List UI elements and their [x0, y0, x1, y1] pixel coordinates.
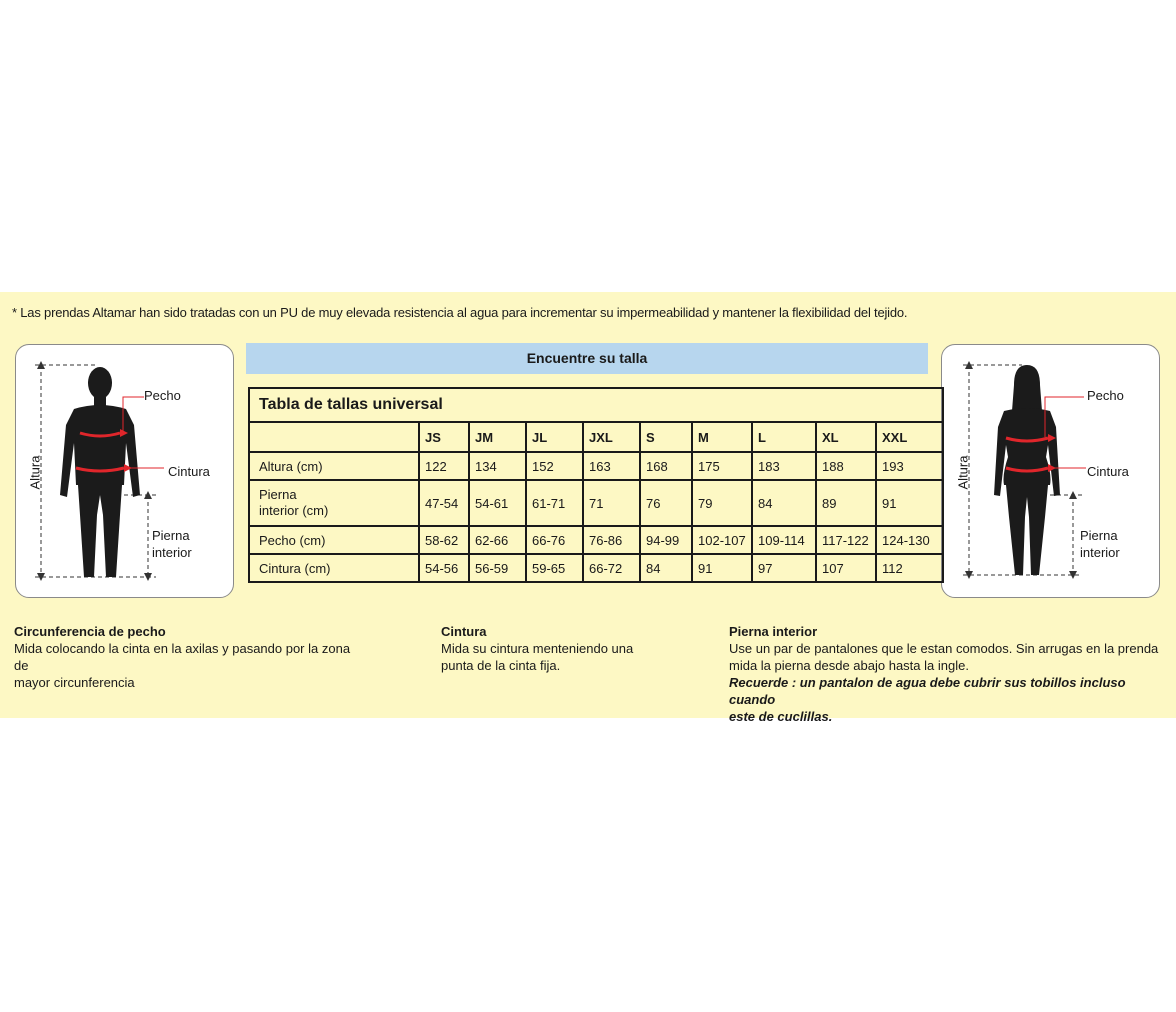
table-cell: 107 [816, 554, 876, 582]
table-cell: 109-114 [752, 526, 816, 554]
chest-description-line: Mida colocando la cinta en la axilas y pasando por la zona de [14, 641, 351, 673]
table-cell: 188 [816, 452, 876, 480]
table-cell: 175 [692, 452, 752, 480]
table-cell: 62-66 [469, 526, 526, 554]
row-label-line: Pierna [259, 487, 297, 502]
female-cintura-label: Cintura [1087, 464, 1129, 479]
size-header: S [640, 422, 692, 452]
size-header: JXL [583, 422, 640, 452]
inseam-description-line: mida la pierna desde abajo hasta la ingle. [729, 658, 969, 673]
female-pecho-label: Pecho [1087, 388, 1124, 403]
table-cell: 163 [583, 452, 640, 480]
table-cell: 61-71 [526, 480, 583, 526]
table-cell: 134 [469, 452, 526, 480]
male-figure-box [15, 344, 234, 598]
table-cell: 84 [640, 554, 692, 582]
row-label: Cintura (cm) [249, 554, 419, 582]
chest-description [14, 623, 364, 691]
male-interior-label: interior [152, 545, 192, 560]
male-pecho-label: Pecho [144, 388, 181, 403]
table-cell: 102-107 [692, 526, 752, 554]
male-cintura-label: Cintura [168, 464, 210, 479]
table-cell: 76-86 [583, 526, 640, 554]
table-header-row [249, 422, 943, 452]
table-row [249, 452, 943, 480]
size-header: M [692, 422, 752, 452]
table-row [249, 526, 943, 554]
table-cell: 66-72 [583, 554, 640, 582]
row-label: Altura (cm) [249, 452, 419, 480]
table-cell: 97 [752, 554, 816, 582]
table-cell: 47-54 [419, 480, 469, 526]
waist-description-line: punta de la cinta fija. [441, 658, 561, 673]
table-row [249, 554, 943, 582]
table-cell: 58-62 [419, 526, 469, 554]
inseam-description-line: Use un par de pantalones que le estan comodos. Sin arrugas en la prenda [729, 641, 1159, 656]
table-row [249, 480, 943, 526]
female-pierna-label: Pierna [1080, 528, 1118, 543]
size-header: JS [419, 422, 469, 452]
female-interior-label: interior [1080, 545, 1120, 560]
table-cell: 79 [692, 480, 752, 526]
table-cell: 76 [640, 480, 692, 526]
waist-description-line: Mida su cintura menteniendo una [441, 641, 634, 656]
table-title: Tabla de tallas universal [249, 388, 943, 422]
table-cell: 168 [640, 452, 692, 480]
table-cell: 124-130 [876, 526, 943, 554]
inseam-reminder: Recuerde : un pantalon de agua debe cubrir sus tobillos incluso cuando [729, 675, 1126, 707]
fabric-note: * Las prendas Altamar han sido tratadas con un PU de muy elevada resistencia al agua para incrementar su impermeabilidad y mantener la flexibilidad del tejido. [12, 305, 908, 320]
table-cell: 66-76 [526, 526, 583, 554]
inseam-description-title: Pierna interior [729, 624, 818, 639]
table-cell: 56-59 [469, 554, 526, 582]
table-cell: 122 [419, 452, 469, 480]
table-cell: 91 [692, 554, 752, 582]
table-cell: 71 [583, 480, 640, 526]
table-cell: 117-122 [816, 526, 876, 554]
table-cell: 152 [526, 452, 583, 480]
table-cell: 94-99 [640, 526, 692, 554]
size-header: JM [469, 422, 526, 452]
chest-description-line: mayor circunferencia [14, 675, 135, 690]
row-label: Pecho (cm) [249, 526, 419, 554]
female-altura-label: Altura [955, 455, 971, 490]
table-cell: 84 [752, 480, 816, 526]
header-empty-cell [249, 422, 419, 452]
waist-description [441, 623, 661, 674]
female-figure-box [941, 344, 1160, 598]
size-header: L [752, 422, 816, 452]
size-header: XL [816, 422, 876, 452]
row-label-line: interior (cm) [259, 503, 329, 518]
inseam-description [729, 623, 1169, 725]
table-cell: 89 [816, 480, 876, 526]
inseam-reminder: este de cuclillas. [729, 709, 833, 724]
chest-description-title: Circunferencia de pecho [14, 624, 166, 639]
find-size-banner: Encuentre su talla [246, 343, 928, 374]
row-label [249, 480, 419, 526]
size-guide-panel [0, 292, 1176, 724]
table-cell: 183 [752, 452, 816, 480]
male-pierna-label: Pierna [152, 528, 190, 543]
size-header: XXL [876, 422, 943, 452]
size-table [248, 387, 944, 583]
table-cell: 193 [876, 452, 943, 480]
waist-description-title: Cintura [441, 624, 487, 639]
table-cell: 112 [876, 554, 943, 582]
male-altura-label: Altura [27, 455, 43, 490]
size-header: JL [526, 422, 583, 452]
table-cell: 91 [876, 480, 943, 526]
table-cell: 59-65 [526, 554, 583, 582]
table-cell: 54-61 [469, 480, 526, 526]
table-cell: 54-56 [419, 554, 469, 582]
